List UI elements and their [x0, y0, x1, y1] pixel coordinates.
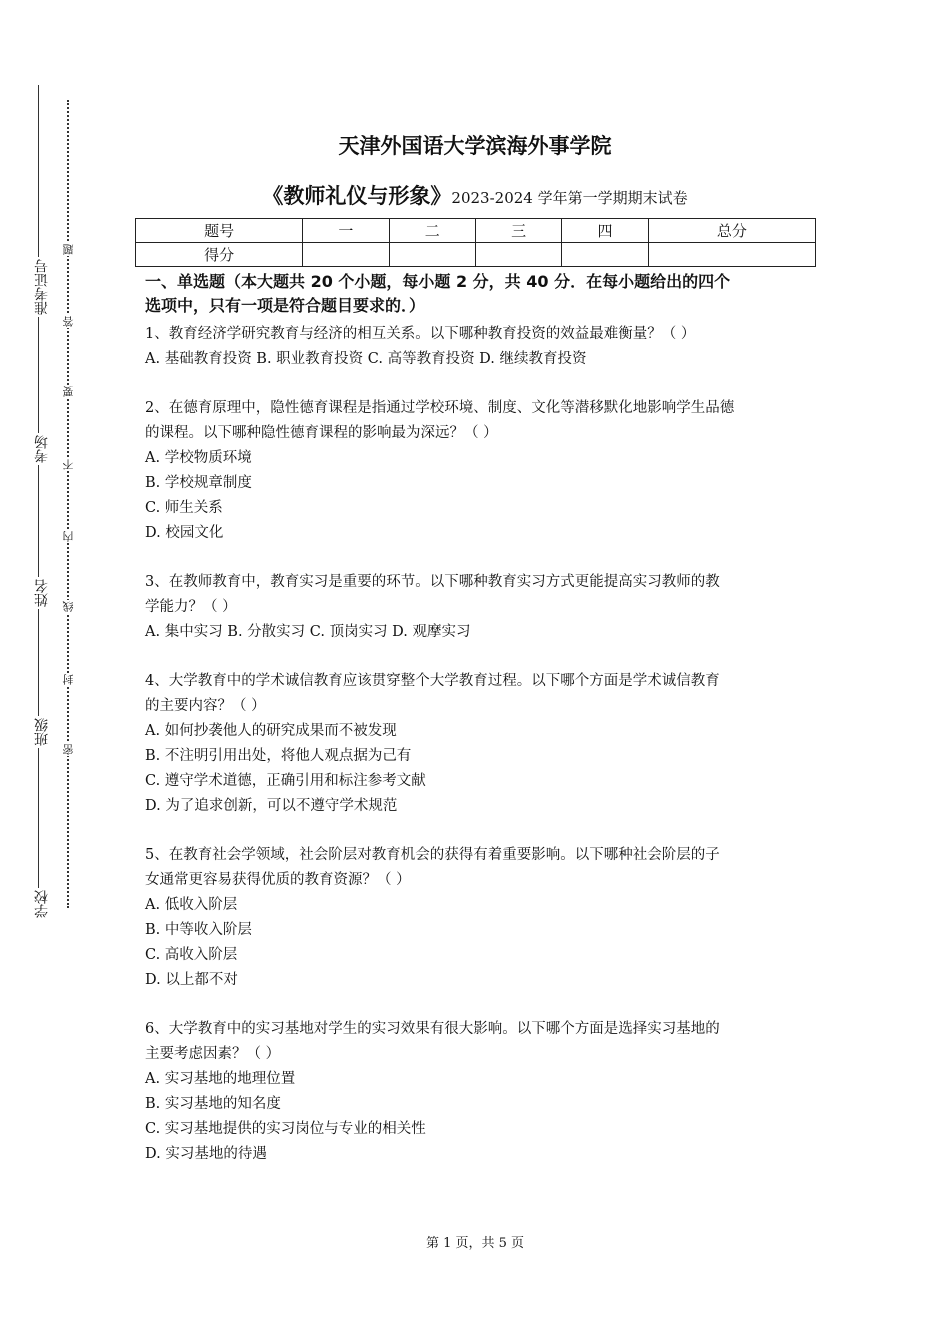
question-stem: 1、教育经济学研究教育与经济的相互关系。以下哪种教育投资的效益最难衡量？（ ）	[145, 326, 696, 342]
course-name: 《教师礼仪与形象》	[262, 184, 452, 208]
question-option: A. 低收入阶层	[145, 897, 238, 913]
score-table-cell: 总分	[648, 219, 815, 243]
seal-note-char: 线	[62, 601, 75, 612]
seal-note-char: 封	[62, 674, 75, 685]
question-option: D. 以上都不对	[145, 972, 238, 988]
question-stem: 6、大学教育中的实习基地对学生的实习效果有很大影响。以下哪个方面是选择实习基地的	[145, 1021, 720, 1037]
question-option: D. 为了追求创新，可以不遵守学术规范	[145, 798, 398, 814]
score-table-header-row	[136, 219, 816, 243]
seal-note-char: 答	[62, 316, 75, 327]
class-field-label: 班级	[34, 718, 50, 746]
question-stem: 女通常更容易获得优质的教育资源？（ ）	[145, 872, 411, 888]
score-table-cell: 三	[475, 219, 561, 243]
page-number: 第 1 页，共 5 页	[425, 1236, 525, 1251]
question-option: A. 实习基地的地理位置	[145, 1071, 296, 1087]
term-label: 2023-2024 学年第一学期期末试卷	[451, 189, 688, 207]
score-entry-cell	[303, 243, 389, 267]
score-table-cell: 一	[303, 219, 389, 243]
seal-note-char: 不	[62, 459, 75, 470]
question-stem: 3、在教师教育中，教育实习是重要的环节。以下哪种教育实习方式更能提高实习教师的教	[145, 574, 720, 590]
question-stem: 主要考虑因素？（ ）	[145, 1046, 281, 1062]
question-2	[145, 396, 815, 546]
question-stem: 学能力？（ ）	[145, 599, 237, 615]
question-option: C. 高收入阶层	[145, 947, 238, 963]
school-field-label: 学校	[34, 890, 50, 918]
section-heading-line: 一、单选题（本大题共 20 个小题，每小题 2 分，共 40 分．在每小题给出的四个	[145, 272, 731, 291]
score-entry-cell	[562, 243, 648, 267]
exam-content	[145, 270, 815, 1167]
question-option: D. 校园文化	[145, 525, 224, 541]
question-6	[145, 1017, 815, 1167]
name-field-label: 姓名	[34, 579, 50, 607]
score-entry-cell	[389, 243, 475, 267]
score-table	[135, 218, 816, 267]
seal-note-char: 题	[62, 244, 75, 255]
score-table-cell: 题号	[136, 219, 303, 243]
exam-institution-title: 天津外国语大学滨海外事学院	[338, 134, 612, 158]
question-options: A. 集中实习 B. 分散实习 C. 顶岗实习 D. 观摩实习	[145, 624, 471, 640]
question-options: A. 基础教育投资 B. 职业教育投资 C. 高等教育投资 D. 继续教育投资	[145, 351, 587, 367]
section-heading-line: 选项中，只有一项是符合题目要求的．）	[145, 296, 426, 315]
question-4	[145, 669, 815, 819]
question-3	[145, 570, 815, 645]
score-entry-cell	[475, 243, 561, 267]
seal-note-char: 密	[62, 744, 75, 755]
score-table-score-row	[136, 243, 816, 267]
score-table-cell: 二	[389, 219, 475, 243]
question-option: A. 如何抄袭他人的研究成果而不被发现	[145, 723, 397, 739]
question-1	[145, 322, 815, 372]
question-option: B. 学校规章制度	[145, 475, 252, 491]
score-table-cell: 得分	[136, 243, 303, 267]
admission-number-field-label: 准考证号	[34, 259, 50, 315]
score-table-cell: 四	[562, 219, 648, 243]
question-stem: 的主要内容？（ ）	[145, 698, 266, 714]
exam-subtitle	[0, 180, 950, 210]
question-option: C. 师生关系	[145, 500, 223, 516]
question-option: A. 学校物质环境	[145, 450, 252, 466]
question-option: C. 遵守学术道德，正确引用和标注参考文献	[145, 773, 426, 789]
score-entry-cell	[648, 243, 815, 267]
question-option: B. 中等收入阶层	[145, 922, 252, 938]
exam-room-field-label: 考场	[34, 435, 50, 463]
question-stem: 5、在教育社会学领域，社会阶层对教育机会的获得有着重要影响。以下哪种社会阶层的子	[145, 847, 720, 863]
seal-dotted-line	[67, 100, 69, 908]
question-stem: 2、在德育原理中，隐性德育课程是指通过学校环境、制度、文化等潜移默化地影响学生品德	[145, 400, 735, 416]
question-5	[145, 843, 815, 993]
question-option: C. 实习基地提供的实习岗位与专业的相关性	[145, 1121, 426, 1137]
seal-note-char: 内	[62, 531, 75, 542]
section-heading	[145, 270, 815, 318]
question-stem: 4、大学教育中的学术诚信教育应该贯穿整个大学教育过程。以下哪个方面是学术诚信教育	[145, 673, 720, 689]
question-option: D. 实习基地的待遇	[145, 1146, 267, 1162]
question-option: B. 实习基地的知名度	[145, 1096, 281, 1112]
seal-note-char: 要	[62, 386, 75, 397]
question-stem: 的课程。以下哪种隐性德育课程的影响最为深远？（ ）	[145, 425, 498, 441]
question-option: B. 不注明引用出处，将他人观点据为己有	[145, 748, 412, 764]
